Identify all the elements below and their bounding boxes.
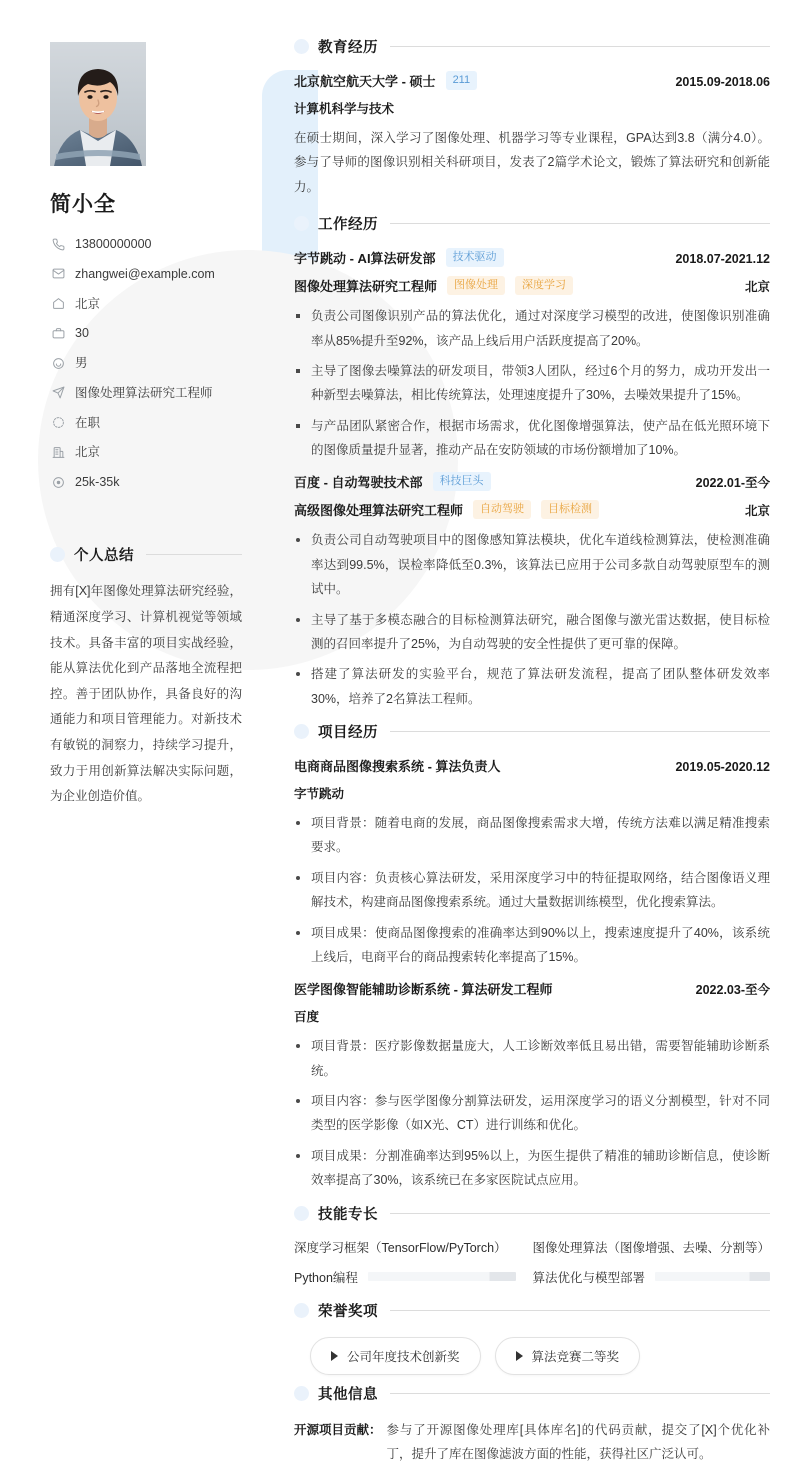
awards-row: [310, 1337, 770, 1375]
project-bullet: 项目成果：使商品图像搜索的准确率达到90%以上，搜索速度提升了40%，该系统上线后，电商平台的商品搜索转化率提高了15%。: [294, 921, 770, 970]
contact-value-status: 在职: [75, 415, 100, 431]
work-role: 高级图像处理算法研究工程师: [294, 500, 463, 519]
contact-item-position: [50, 385, 242, 401]
summary-text: 拥有[X]年图像处理算法研究经验，精通深度学习、计算机视觉等领域技术。具备丰富的项目实战经验，能从算法优化到产品落地全流程把控。善于团队协作，具备良好的沟通能力和项目管理能力。对新技术有敏锐的洞察力，持续学习提升，致力于用创新算法解决实际问题，为企业创造价值。: [50, 579, 242, 810]
work-role-tag: 自动驾驶: [473, 500, 531, 519]
contact-item-age: [50, 325, 242, 341]
skills-header: [294, 1203, 770, 1224]
section-divider: [390, 1310, 770, 1311]
work-bullets: [294, 304, 770, 462]
contact-item-salary: [50, 474, 242, 490]
work-role-left: [294, 500, 599, 519]
education-date: 2015.09-2018.06: [665, 75, 770, 89]
contact-item-status: [50, 415, 242, 431]
education-entry-row: [294, 71, 770, 90]
other-row: [294, 1418, 770, 1466]
main-content: [260, 30, 770, 1408]
work-role-row: [294, 500, 770, 519]
skill-label: Python编程: [294, 1268, 358, 1286]
gender-icon: [50, 357, 66, 370]
contact-value-gender: 男: [75, 355, 88, 371]
project-bullet: 项目内容：参与医学图像分割算法研发，运用深度学习的语义分割模型，针对不同类型的医学影像（如X光、CT）进行训练和优化。: [294, 1089, 770, 1138]
work-role-left: [294, 276, 573, 295]
skill-bar: [368, 1272, 517, 1281]
work-location: 北京: [735, 501, 770, 519]
contact-value-city: 北京: [75, 444, 100, 460]
work-entry-row: [294, 248, 770, 267]
work-entry-row: [294, 472, 770, 491]
skills-grid: [294, 1238, 770, 1286]
projects-header: [294, 721, 770, 742]
play-triangle-icon: [331, 1351, 338, 1361]
work-bullet: 负责公司自动驾驶项目中的图像感知算法模块，优化车道线检测算法，使检测准确率达到99.5%，误检率降低至0.3%，该算法已应用于公司多款自动驾驶原型车的测试中。: [294, 528, 770, 601]
education-entry-left: [294, 71, 477, 90]
section-divider: [146, 554, 242, 555]
work-date: 2018.07-2021.12: [665, 252, 770, 266]
education-school: 北京航空航天大学 - 硕士: [294, 71, 436, 90]
briefcase-icon: [50, 327, 66, 340]
work-entry-left: [294, 248, 504, 267]
awards-header: [294, 1300, 770, 1321]
work-company-tag: 科技巨头: [433, 472, 491, 491]
summary-header: [50, 544, 242, 565]
project-entry-row: [294, 756, 770, 775]
work-role-tag: 目标检测: [541, 500, 599, 519]
contact-item-gender: [50, 355, 242, 371]
person-name: 简小全: [50, 188, 242, 218]
project-company: 百度: [294, 1007, 770, 1025]
work-role: 图像处理算法研究工程师: [294, 276, 437, 295]
skill-item: [294, 1268, 516, 1286]
skill-item: [294, 1238, 516, 1256]
education-section: [294, 36, 770, 199]
work-header: [294, 213, 770, 234]
skills-section: [294, 1203, 770, 1286]
work-bullet: 主导了基于多模态融合的目标检测算法研究，融合图像与激光雷达数据，使目标检测的召回率提升了25%，为自动驾驶的安全性提供了更可靠的保障。: [294, 608, 770, 657]
contact-item-hometown: [50, 296, 242, 312]
skill-label: 深度学习框架（TensorFlow/PyTorch）: [294, 1238, 507, 1256]
section-dot-icon: [294, 1303, 309, 1318]
work-section: [294, 213, 770, 711]
other-section: [294, 1383, 770, 1466]
work-title: 工作经历: [318, 213, 378, 234]
education-title: 教育经历: [318, 36, 378, 57]
awards-section: [294, 1300, 770, 1375]
mail-icon: [50, 267, 66, 280]
project-entry-row: [294, 979, 770, 998]
education-entry: [294, 71, 770, 199]
project-bullet: 项目内容：负责核心算法研发，采用深度学习中的特征提取网络，结合图像语义理解技术，构建商品图像搜索系统。通过大量数据训练模型，优化搜索算法。: [294, 866, 770, 915]
contact-value-hometown: 北京: [75, 296, 100, 312]
award-chip[interactable]: [495, 1337, 641, 1375]
projects-section: [294, 721, 770, 1193]
work-entry: [294, 472, 770, 711]
other-header: [294, 1383, 770, 1404]
status-icon: [50, 416, 66, 429]
section-dot-icon: [294, 1206, 309, 1221]
contact-value-phone: 13800000000: [75, 236, 151, 252]
work-role-row: [294, 276, 770, 295]
award-chip[interactable]: [310, 1337, 481, 1375]
education-header: [294, 36, 770, 57]
building-icon: [50, 446, 66, 459]
contact-item-email: [50, 266, 242, 282]
education-description: 在硕士期间，深入学习了图像处理、机器学习等专业课程，GPA达到3.8（满分4.0）。参与了导师的图像识别相关科研项目，发表了2篇学术论文，锻炼了算法研究和创新能力。: [294, 126, 770, 199]
education-tag: 211: [446, 71, 478, 90]
section-dot-icon: [50, 547, 65, 562]
project-entry: [294, 979, 770, 1192]
section-divider: [390, 1213, 770, 1214]
contact-value-salary: 25k-35k: [75, 474, 119, 490]
project-date: 2022.03-至今: [686, 980, 770, 998]
skill-item: [532, 1268, 770, 1286]
project-bullet: 项目背景：医疗影像数据量庞大，人工诊断效率低且易出错，需要智能辅助诊断系统。: [294, 1034, 770, 1083]
play-triangle-icon: [516, 1351, 523, 1361]
other-label: 开源项目贡献：: [294, 1418, 382, 1442]
work-bullet: 主导了图像去噪算法的研发项目，带领3人团队，经过6个月的努力，成功开发出一种新型去噪算法，相比传统算法，处理速度提升了30%，去噪效果提升了15%。: [294, 359, 770, 408]
other-text: 参与了开源图像处理库[具体库名]的代码贡献，提交了[X]个优化补丁，提升了库在图像滤波方面的性能，获得社区广泛认可。: [387, 1418, 770, 1466]
skill-label: 算法优化与模型部署: [532, 1268, 645, 1286]
section-divider: [390, 1393, 770, 1394]
awards-title: 荣誉奖项: [318, 1300, 378, 1321]
send-icon: [50, 386, 66, 399]
skills-title: 技能专长: [318, 1203, 378, 1224]
contact-value-position: 图像处理算法研究工程师: [75, 385, 213, 401]
section-dot-icon: [294, 216, 309, 231]
summary-title: 个人总结: [74, 544, 134, 565]
skill-label: 图像处理算法（图像增强、去噪、分割等）: [532, 1238, 770, 1256]
work-entry: [294, 248, 770, 462]
project-bullets: [294, 1034, 770, 1192]
project-name: 医学图像智能辅助诊断系统 - 算法研发工程师: [294, 979, 553, 998]
summary-section: [50, 544, 242, 810]
project-company: 字节跳动: [294, 784, 770, 802]
contact-item-city: [50, 444, 242, 460]
work-company: 百度 - 自动驾驶技术部: [294, 472, 423, 491]
award-label: 公司年度技术创新奖: [347, 1347, 460, 1365]
contact-item-phone: [50, 236, 242, 252]
project-date: 2019.05-2020.12: [665, 760, 770, 774]
sidebar: [24, 30, 260, 1408]
work-entry-left: [294, 472, 491, 491]
contact-value-age: 30: [75, 325, 89, 341]
phone-icon: [50, 238, 66, 251]
project-bullet: 项目成果：分割准确率达到95%以上，为医生提供了精准的辅助诊断信息，使诊断效率提高了30%，该系统已在多家医院试点应用。: [294, 1144, 770, 1193]
project-bullets: [294, 811, 770, 969]
project-entry: [294, 756, 770, 969]
project-bullet: 项目背景：随着电商的发展，商品图像搜索需求大增，传统方法难以满足精准搜索要求。: [294, 811, 770, 860]
section-divider: [390, 223, 770, 224]
home-icon: [50, 297, 66, 310]
contact-value-email: zhangwei@example.com: [75, 266, 215, 282]
section-dot-icon: [294, 1386, 309, 1401]
work-role-tag: 图像处理: [447, 276, 505, 295]
work-company-tag: 技术驱动: [446, 248, 504, 267]
work-bullet: 搭建了算法研发的实验平台，规范了算法研发流程，提高了团队整体研发效率30%，培养了2名算法工程师。: [294, 662, 770, 711]
projects-title: 项目经历: [318, 721, 378, 742]
project-name: 电商商品图像搜索系统 - 算法负责人: [294, 756, 501, 775]
section-divider: [390, 731, 770, 732]
other-title: 其他信息: [318, 1383, 378, 1404]
work-location: 北京: [735, 277, 770, 295]
work-company: 字节跳动 - AI算法研发部: [294, 248, 436, 267]
work-role-tag: 深度学习: [515, 276, 573, 295]
section-divider: [390, 46, 770, 47]
skill-item: [532, 1238, 770, 1256]
award-label: 算法竞赛二等奖: [532, 1347, 620, 1365]
work-date: 2022.01-至今: [686, 473, 770, 491]
section-dot-icon: [294, 724, 309, 739]
work-bullet: 与产品团队紧密合作，根据市场需求，优化图像增强算法，使产品在低光照环境下的图像质量提升显著，推动产品在安防领域的市场份额增加了10%。: [294, 414, 770, 463]
contact-list: [50, 236, 242, 490]
work-bullet: 负责公司图像识别产品的算法优化，通过对深度学习模型的改进，使图像识别准确率从85%提升至92%，该产品上线后用户活跃度提高了20%。: [294, 304, 770, 353]
portrait-photo-icon: [50, 42, 146, 166]
education-major: 计算机科学与技术: [294, 99, 770, 117]
salary-icon: [50, 476, 66, 489]
work-bullets: [294, 528, 770, 711]
avatar: [50, 42, 146, 166]
section-dot-icon: [294, 39, 309, 54]
skill-bar: [655, 1272, 770, 1281]
